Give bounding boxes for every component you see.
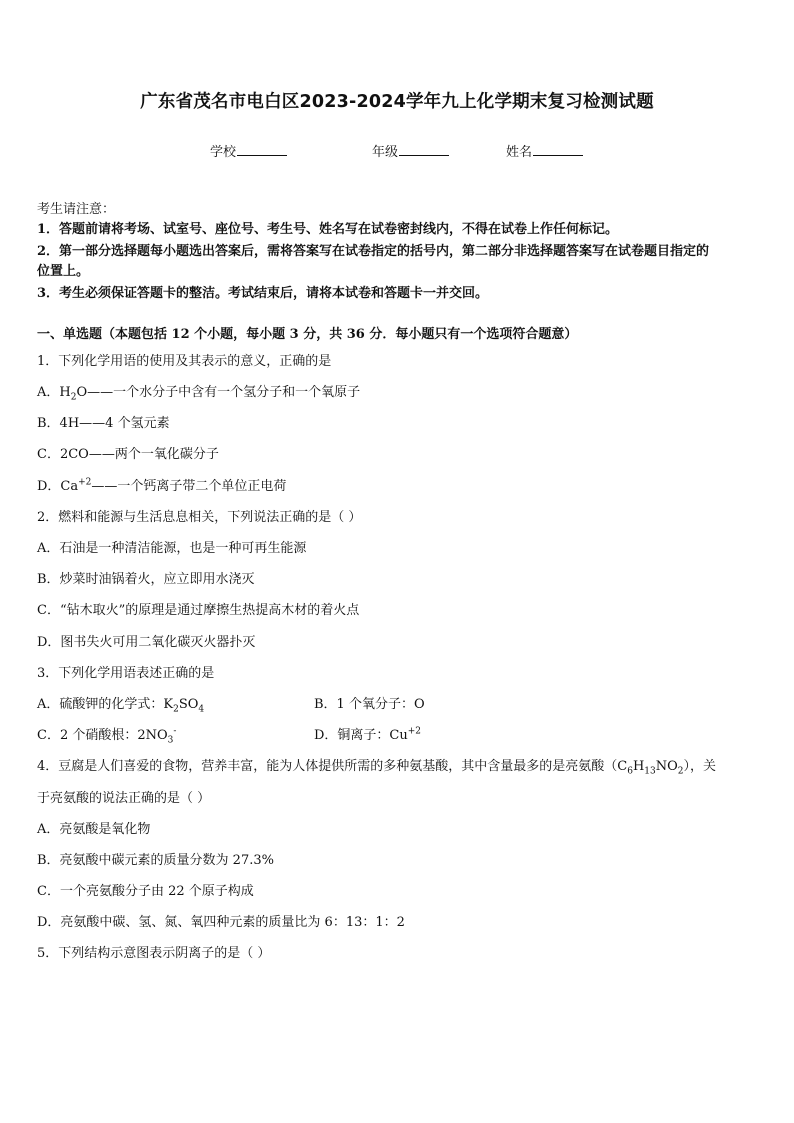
page-title: 广东省茂名市电白区2023-2024学年九上化学期末复习检测试题	[140, 92, 654, 112]
student-info-row	[0, 141, 794, 159]
q4-option-b: B．亮氨酸中碳元素的质量分数为 27.3%	[37, 853, 274, 868]
notice-item-1: 1．答题前请将考场、试室号、座位号、考生号、姓名写在试卷密封线内，不得在试卷上作任何标记。	[37, 222, 619, 237]
grade-label: 年级	[372, 145, 399, 160]
name-label: 姓名	[506, 145, 533, 160]
q2-option-a: A．石油是一种清洁能源，也是一种可再生能源	[37, 541, 307, 556]
q1-option-c: C．2CO——两个一氧化碳分子	[37, 447, 219, 462]
school-blank	[237, 143, 287, 156]
q2-option-b: B．炒菜时油锅着火，应立即用水浇灭	[37, 572, 255, 587]
grade-blank	[399, 143, 449, 156]
q3-option-c: C．2 个硝酸根：$2NO_3^-$	[37, 726, 177, 746]
q1-option-b: B．4H——4 个氢元素	[37, 416, 170, 431]
name-blank	[533, 143, 583, 156]
q1-option-d: D．$Ca^{+2}——$一个钙离子带二个单位正电荷	[37, 477, 287, 494]
q3-option-d: D．铜离子：$Cu^{+2}$	[314, 726, 422, 743]
q3-option-a: A．硫酸钾的化学式：$K_2SO_4$	[37, 697, 205, 715]
q4-stem-cont: 于亮氨酸的说法正确的是（ ）	[37, 791, 211, 806]
q3-option-b: B．1 个氧分子：O	[314, 697, 425, 712]
name-field	[506, 141, 583, 160]
q1-stem: 1．下列化学用语的使用及其表示的意义，正确的是	[37, 354, 332, 369]
q4-stem: 4．豆腐是人们喜爱的食物，营养丰富，能为人体提供所需的多种氨基酸，其中含量最多的是亮氨酸$(C_6H_{13}NO_2)$，关	[37, 759, 717, 777]
q4-option-c: C．一个亮氨酸分子由 22 个原子构成	[37, 884, 254, 899]
notice-item-2-cont: 位置上。	[37, 264, 90, 279]
q2-option-c: C．“钻木取火”的原理是通过摩擦生热提高木材的着火点	[37, 603, 360, 618]
notice-item-3: 3．考生必须保证答题卡的整洁。考试结束后，请将本试卷和答题卡一并交回。	[37, 286, 489, 301]
q1-option-a: A．$H_2O——$一个水分子中含有一个氢分子和一个氧原子	[37, 385, 361, 403]
q4-option-a: A．亮氨酸是氧化物	[37, 822, 151, 837]
q4-option-d: D．亮氨酸中碳、氢、氮、氧四种元素的质量比为 6：13：1：2	[37, 915, 405, 930]
q2-stem: 2．燃料和能源与生活息息相关，下列说法正确的是（ ）	[37, 510, 362, 525]
section-heading: 一、单选题（本题包括 12 个小题，每小题 3 分，共 36 分．每小题只有一个选项符合题意）	[37, 327, 578, 342]
q5-stem: 5．下列结构示意图表示阴离子的是（ ）	[37, 946, 271, 961]
school-field	[210, 141, 287, 160]
grade-field	[372, 141, 449, 160]
q3-stem: 3．下列化学用语表述正确的是	[37, 666, 215, 681]
school-label: 学校	[210, 145, 237, 160]
q2-option-d: D．图书失火可用二氧化碳灭火器扑灭	[37, 635, 256, 650]
notice-item-2: 2．第一部分选择题每小题选出答案后，需将答案写在试卷指定的括号内，第二部分非选择题答案写在试卷题目指定的	[37, 244, 710, 259]
notice-heading: 考生请注意：	[37, 202, 116, 217]
